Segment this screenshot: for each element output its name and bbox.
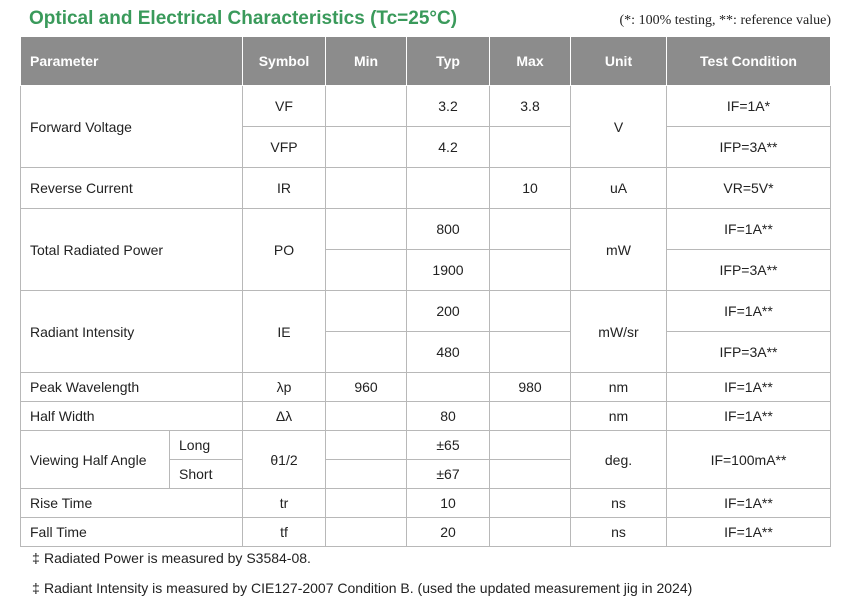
max-cell: 10 [490, 168, 571, 209]
symbol-cell: λp [243, 373, 326, 402]
min-cell [326, 291, 407, 332]
condition-cell: IFP=3A** [667, 250, 831, 291]
min-cell [326, 209, 407, 250]
parameter-cell: Peak Wavelength [21, 373, 243, 402]
parameter-cell: Fall Time [21, 518, 243, 547]
typ-cell: 200 [407, 291, 490, 332]
page-title: Optical and Electrical Characteristics (Tc=25°C) [29, 8, 458, 29]
min-cell [326, 518, 407, 547]
symbol-cell: tf [243, 518, 326, 547]
min-cell [326, 127, 407, 168]
parameter-cell: Viewing Half Angle [21, 431, 170, 489]
min-cell [326, 332, 407, 373]
sub-parameter-cell: Long [170, 431, 243, 460]
condition-cell: IF=1A** [667, 402, 831, 431]
max-cell [490, 431, 571, 460]
min-cell [326, 250, 407, 291]
footnote [32, 580, 692, 596]
typ-cell: 480 [407, 332, 490, 373]
min-cell [326, 168, 407, 209]
typ-cell: 800 [407, 209, 490, 250]
symbol-cell: Δλ [243, 402, 326, 431]
header-min: Min [326, 37, 407, 86]
footnote-mark: ‡ [32, 550, 40, 566]
max-cell [490, 402, 571, 431]
parameter-cell: Reverse Current [21, 168, 243, 209]
max-cell [490, 489, 571, 518]
max-cell [490, 209, 571, 250]
table-row [21, 489, 831, 518]
typ-cell: 80 [407, 402, 490, 431]
footnote-text: Radiant Intensity is measured by CIE127-2007 Condition B. (used the updated measurement jig in 2024) [44, 580, 693, 596]
unit-cell: ns [571, 489, 667, 518]
parameter-cell: Total Radiated Power [21, 209, 243, 291]
parameter-cell: Half Width [21, 402, 243, 431]
unit-cell: mW [571, 209, 667, 291]
min-cell: 960 [326, 373, 407, 402]
typ-cell: 10 [407, 489, 490, 518]
condition-cell: IF=1A** [667, 373, 831, 402]
header-unit: Unit [571, 37, 667, 86]
unit-cell: ns [571, 518, 667, 547]
max-cell [490, 127, 571, 168]
min-cell [326, 86, 407, 127]
table-row [21, 209, 831, 250]
condition-cell: IFP=3A** [667, 127, 831, 168]
header-parameter: Parameter [21, 37, 243, 86]
table-row [21, 86, 831, 127]
min-cell [326, 460, 407, 489]
symbol-cell: IR [243, 168, 326, 209]
max-cell [490, 518, 571, 547]
condition-cell: IF=100mA** [667, 431, 831, 489]
header-max: Max [490, 37, 571, 86]
parameter-cell: Radiant Intensity [21, 291, 243, 373]
condition-cell: IFP=3A** [667, 332, 831, 373]
min-cell [326, 489, 407, 518]
min-cell [326, 431, 407, 460]
symbol-cell: IE [243, 291, 326, 373]
condition-cell: IF=1A* [667, 86, 831, 127]
symbol-cell: VFP [243, 127, 326, 168]
max-cell: 980 [490, 373, 571, 402]
unit-cell: uA [571, 168, 667, 209]
header-symbol: Symbol [243, 37, 326, 86]
table-row [21, 431, 831, 460]
typ-cell: ±65 [407, 431, 490, 460]
unit-cell: mW/sr [571, 291, 667, 373]
symbol-cell: θ1/2 [243, 431, 326, 489]
min-cell [326, 402, 407, 431]
max-cell: 3.8 [490, 86, 571, 127]
footnote [32, 550, 311, 566]
symbol-cell: tr [243, 489, 326, 518]
condition-cell: VR=5V* [667, 168, 831, 209]
table-row [21, 518, 831, 547]
symbol-cell: VF [243, 86, 326, 127]
condition-cell: IF=1A** [667, 489, 831, 518]
typ-cell [407, 373, 490, 402]
sub-parameter-cell: Short [170, 460, 243, 489]
unit-cell: nm [571, 373, 667, 402]
parameter-cell: Forward Voltage [21, 86, 243, 168]
unit-cell: deg. [571, 431, 667, 489]
unit-cell: V [571, 86, 667, 168]
table-row [21, 168, 831, 209]
condition-cell: IF=1A** [667, 518, 831, 547]
legend-note: (*: 100% testing, **: reference value) [619, 13, 831, 28]
typ-cell [407, 168, 490, 209]
symbol-cell: PO [243, 209, 326, 291]
max-cell [490, 332, 571, 373]
characteristics-table [20, 36, 831, 547]
header-row [21, 37, 831, 86]
parameter-cell: Rise Time [21, 489, 243, 518]
table-row [21, 291, 831, 332]
table-row [21, 373, 831, 402]
typ-cell: ±67 [407, 460, 490, 489]
typ-cell: 20 [407, 518, 490, 547]
max-cell [490, 460, 571, 489]
unit-cell: nm [571, 402, 667, 431]
condition-cell: IF=1A** [667, 209, 831, 250]
header-typ: Typ [407, 37, 490, 86]
header-condition: Test Condition [667, 37, 831, 86]
table-row [21, 402, 831, 431]
footnote-mark: ‡ [32, 580, 40, 596]
footnote-text: Radiated Power is measured by S3584-08. [44, 550, 311, 566]
condition-cell: IF=1A** [667, 291, 831, 332]
typ-cell: 3.2 [407, 86, 490, 127]
typ-cell: 1900 [407, 250, 490, 291]
max-cell [490, 291, 571, 332]
max-cell [490, 250, 571, 291]
typ-cell: 4.2 [407, 127, 490, 168]
